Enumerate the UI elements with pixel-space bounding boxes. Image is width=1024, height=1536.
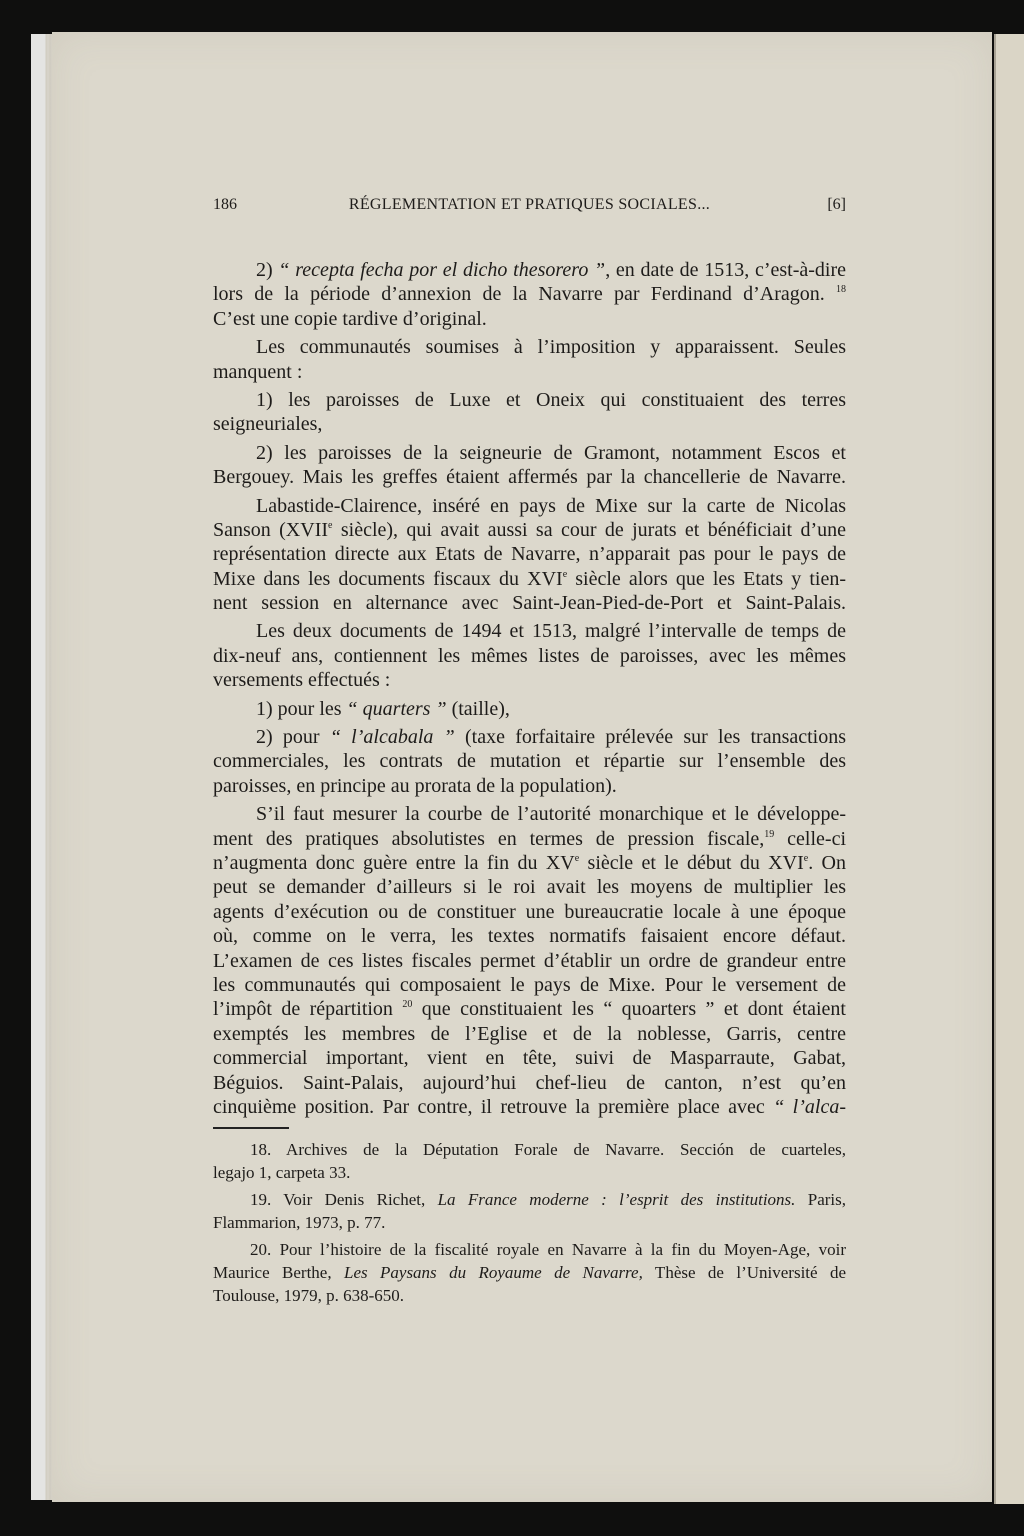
footnote-separator (213, 1127, 289, 1129)
italic-text: La France moderne : l’esprit des institutions. (437, 1190, 796, 1209)
superscript: e (562, 568, 568, 580)
line-content (213, 591, 846, 615)
text-line (213, 802, 846, 826)
text-run: Toulouse, 1979, p. 638-650. (213, 1286, 404, 1305)
line-content (213, 949, 846, 973)
text-line (213, 949, 846, 973)
footnotes (213, 1138, 846, 1311)
line-content (213, 749, 846, 773)
text-run: celle-ci (774, 827, 847, 850)
text-run: que constituaient les “ quoarters ” et dont étaient (412, 998, 846, 1021)
text-line (213, 412, 846, 436)
running-title: RÉGLEMENTATION ET PRATIQUES SOCIALES... (348, 196, 711, 213)
body-text (213, 258, 846, 1123)
text-line (213, 567, 846, 591)
line-content (213, 307, 487, 331)
text-run: agents d’exécution ou de constituer une bureaucratie locale à une époque (213, 900, 846, 923)
text-run: S’il faut mesurer la courbe de l’autorité monarchique et le développe- (256, 803, 846, 826)
footnote (213, 1188, 846, 1234)
text-run: L’examen de ces listes fiscales permet d’établir un ordre de grandeur entre (213, 949, 846, 972)
paragraph (213, 725, 846, 798)
footnote (213, 1138, 846, 1184)
text-run: 1) pour les (256, 697, 347, 720)
text-run: Les communautés soumises à l’imposition y apparaissent. Seules (256, 336, 846, 359)
text-run: 20. Pour l’histoire de la fiscalité royale en Navarre à la fin du Moyen-Age, voir (250, 1240, 846, 1259)
superscript: 18 (836, 284, 846, 296)
running-header (213, 196, 846, 218)
line-content (256, 725, 846, 749)
line-content (213, 875, 846, 899)
line-content (256, 335, 846, 359)
text-line (213, 619, 846, 643)
line-content (256, 802, 846, 826)
text-run: Mixe dans les documents fiscaux du XVI (213, 567, 563, 590)
text-run: cinquième position. Par contre, il retrouve la première place avec (213, 1095, 774, 1118)
superscript: 19 (764, 828, 775, 840)
text-run: peut se demander d’ailleurs si le roi avait les moyens de multiplier les (213, 876, 846, 899)
text-line (213, 924, 846, 948)
text-run: C’est une copie tardive d’original. (213, 307, 487, 330)
text-run: représentation directe aux Etats de Navarre, n’apparait pas pour le pays de (213, 543, 846, 566)
superscript: e (328, 519, 333, 531)
text-run: Les deux documents de 1494 et 1513, malgré l’intervalle de temps de (256, 620, 846, 643)
line-content (213, 1071, 846, 1095)
line-content (213, 465, 846, 489)
text-run: paroisses, en principe au prorata de la population). (213, 774, 617, 797)
text-run: siècle et le début du XVI (579, 851, 804, 874)
text-line (213, 542, 846, 566)
line-content (256, 619, 846, 643)
text-line (213, 851, 846, 875)
text-line (213, 644, 846, 668)
italic-text: “ quarters ” (346, 697, 447, 720)
text-run: Sanson (XVII (213, 518, 329, 541)
text-run: 2) pour (256, 726, 330, 749)
book-page-edges (31, 34, 53, 1500)
line-content (213, 973, 846, 997)
paragraph (213, 619, 846, 692)
text-line (213, 591, 846, 615)
superscript: e (574, 852, 580, 864)
text-line (213, 1161, 846, 1184)
text-line (213, 1138, 846, 1161)
line-content (213, 924, 846, 948)
text-line (213, 360, 846, 384)
text-run: seigneuriales, (213, 413, 323, 436)
line-content (213, 668, 390, 692)
text-line (213, 725, 846, 749)
text-run: exemptés les membres de l’Eglise et de la noblesse, Garris, centre (213, 1022, 846, 1045)
line-content (213, 567, 846, 591)
italic-text: Les Paysans du Royaume de Navarre, (344, 1263, 643, 1282)
text-run: . On (808, 851, 846, 874)
paragraph (213, 441, 846, 490)
line-content (213, 542, 846, 566)
text-line (213, 774, 846, 798)
superscript: 20 (402, 999, 413, 1011)
text-line (213, 441, 846, 465)
text-line (213, 1188, 846, 1211)
line-content (256, 258, 846, 282)
text-run: 19. Voir Denis Richet, (250, 1190, 438, 1209)
text-line (213, 1238, 846, 1261)
text-line (213, 900, 846, 924)
text-run: 1) les paroisses de Luxe et Oneix qui constituaient des terres (256, 388, 846, 411)
text-run: legajo 1, carpeta 33. (213, 1163, 351, 1182)
line-content (256, 697, 510, 721)
italic-text: “ recepta fecha por el dicho thesorero ” (278, 259, 606, 281)
line-content (256, 388, 846, 412)
superscript: e (803, 852, 809, 864)
line-content (213, 1261, 846, 1284)
paragraph (213, 258, 846, 331)
text-run: Béguios. Saint-Palais, aujourd’hui chef-lieu de canton, n’est qu’en (213, 1071, 846, 1094)
line-content (256, 441, 846, 465)
text-line (213, 388, 846, 412)
italic-text: “ l’alca- (773, 1095, 846, 1118)
line-content (213, 851, 846, 875)
footnote (213, 1238, 846, 1307)
line-content (213, 1211, 385, 1234)
text-run: versements effectués : (213, 669, 391, 692)
line-content (256, 494, 846, 518)
text-line (213, 335, 846, 359)
paragraph (213, 494, 846, 616)
paragraph (213, 335, 846, 384)
text-line (213, 1095, 846, 1119)
text-line (213, 997, 846, 1021)
paragraph (213, 802, 846, 1119)
line-content (250, 1138, 846, 1161)
text-run: n’augmenta donc guère entre la fin du XV (213, 851, 575, 874)
text-run: siècle), qui avait aussi sa cour de jurats et bénéficiait d’une (332, 518, 847, 541)
text-line (213, 282, 846, 306)
text-line (213, 518, 846, 542)
line-content (213, 1046, 846, 1070)
text-run: 18. Archives de la Députation Forale de Navarre. Sección de cuarteles, (250, 1140, 846, 1159)
section-marker: [6] (827, 196, 846, 213)
text-line (213, 307, 846, 331)
line-content (213, 518, 846, 542)
facing-page-edge (994, 34, 1024, 1504)
line-content (213, 997, 846, 1021)
text-run: 2) (256, 259, 279, 281)
text-run: Maurice Berthe, (213, 1263, 344, 1282)
paragraph (213, 388, 846, 437)
text-run: Labastide-Clairence, inséré en pays de Mixe sur la carte de Nicolas (256, 494, 846, 517)
line-content (250, 1238, 846, 1261)
text-line (213, 1211, 846, 1234)
text-run: Bergouey. Mais les greffes étaient affermés par la chancellerie de Navarre. (213, 466, 846, 489)
text-run: siècle alors que les Etats y tien- (567, 567, 847, 590)
text-run: (taille), (446, 697, 510, 720)
text-line (213, 875, 846, 899)
text-run: les communautés qui composaient le pays de Mixe. Pour le versement de (213, 973, 846, 996)
text-run: manquent : (213, 360, 303, 383)
italic-text: “ l’alcabala ” (329, 726, 455, 749)
line-content (213, 360, 302, 384)
text-run: lors de la période d’annexion de la Navarre par Ferdinand d’Aragon. (213, 283, 836, 306)
text-run: ment des pratiques absolutistes en termes de pression fiscale, (213, 827, 765, 850)
text-run: Flammarion, 1973, p. 77. (213, 1213, 386, 1232)
text-line (213, 668, 846, 692)
text-run: Thèse de l’Université de (642, 1263, 847, 1282)
text-run: nent session en alternance avec Saint-Jean-Pied-de-Port et Saint-Palais. (213, 592, 846, 615)
text-run: commerciales, les contrats de mutation et répartie sur l’ensemble des (213, 750, 846, 773)
text-line (213, 1071, 846, 1095)
text-line (213, 749, 846, 773)
line-content (213, 644, 846, 668)
line-content (213, 412, 322, 436)
line-content (213, 1161, 350, 1184)
text-line (213, 258, 846, 282)
text-line (213, 697, 846, 721)
text-line (213, 1022, 846, 1046)
line-content (250, 1188, 846, 1211)
text-run: l’impôt de répartition (213, 998, 403, 1021)
line-content (213, 1022, 846, 1046)
text-run: , en date de 1513, c’est-à-dire (605, 259, 846, 281)
text-line (213, 1261, 846, 1284)
text-run: (taxe forfaitaire prélevée sur les transactions (454, 726, 847, 749)
line-content (213, 774, 617, 798)
text-run: dix-neuf ans, contiennent les mêmes listes de paroisses, avec les mêmes (213, 644, 846, 667)
text-line (213, 494, 846, 518)
paragraph (213, 697, 846, 721)
page-number: 186 (213, 196, 237, 213)
text-line (213, 1284, 846, 1307)
line-content (213, 282, 846, 306)
text-line (213, 1046, 846, 1070)
text-line (213, 973, 846, 997)
text-line (213, 827, 846, 851)
line-content (213, 827, 846, 851)
line-content (213, 1095, 846, 1119)
text-run: où, comme on le verra, les textes normatifs faisaient encore défaut. (213, 925, 846, 948)
text-run: Paris, (795, 1190, 847, 1209)
text-run: commercial important, vient en tête, suivi de Masparraute, Gabat, (213, 1047, 846, 1070)
line-content (213, 900, 846, 924)
line-content (213, 1284, 404, 1307)
text-run: 2) les paroisses de la seigneurie de Gramont, notamment Escos et (256, 441, 846, 464)
text-line (213, 465, 846, 489)
